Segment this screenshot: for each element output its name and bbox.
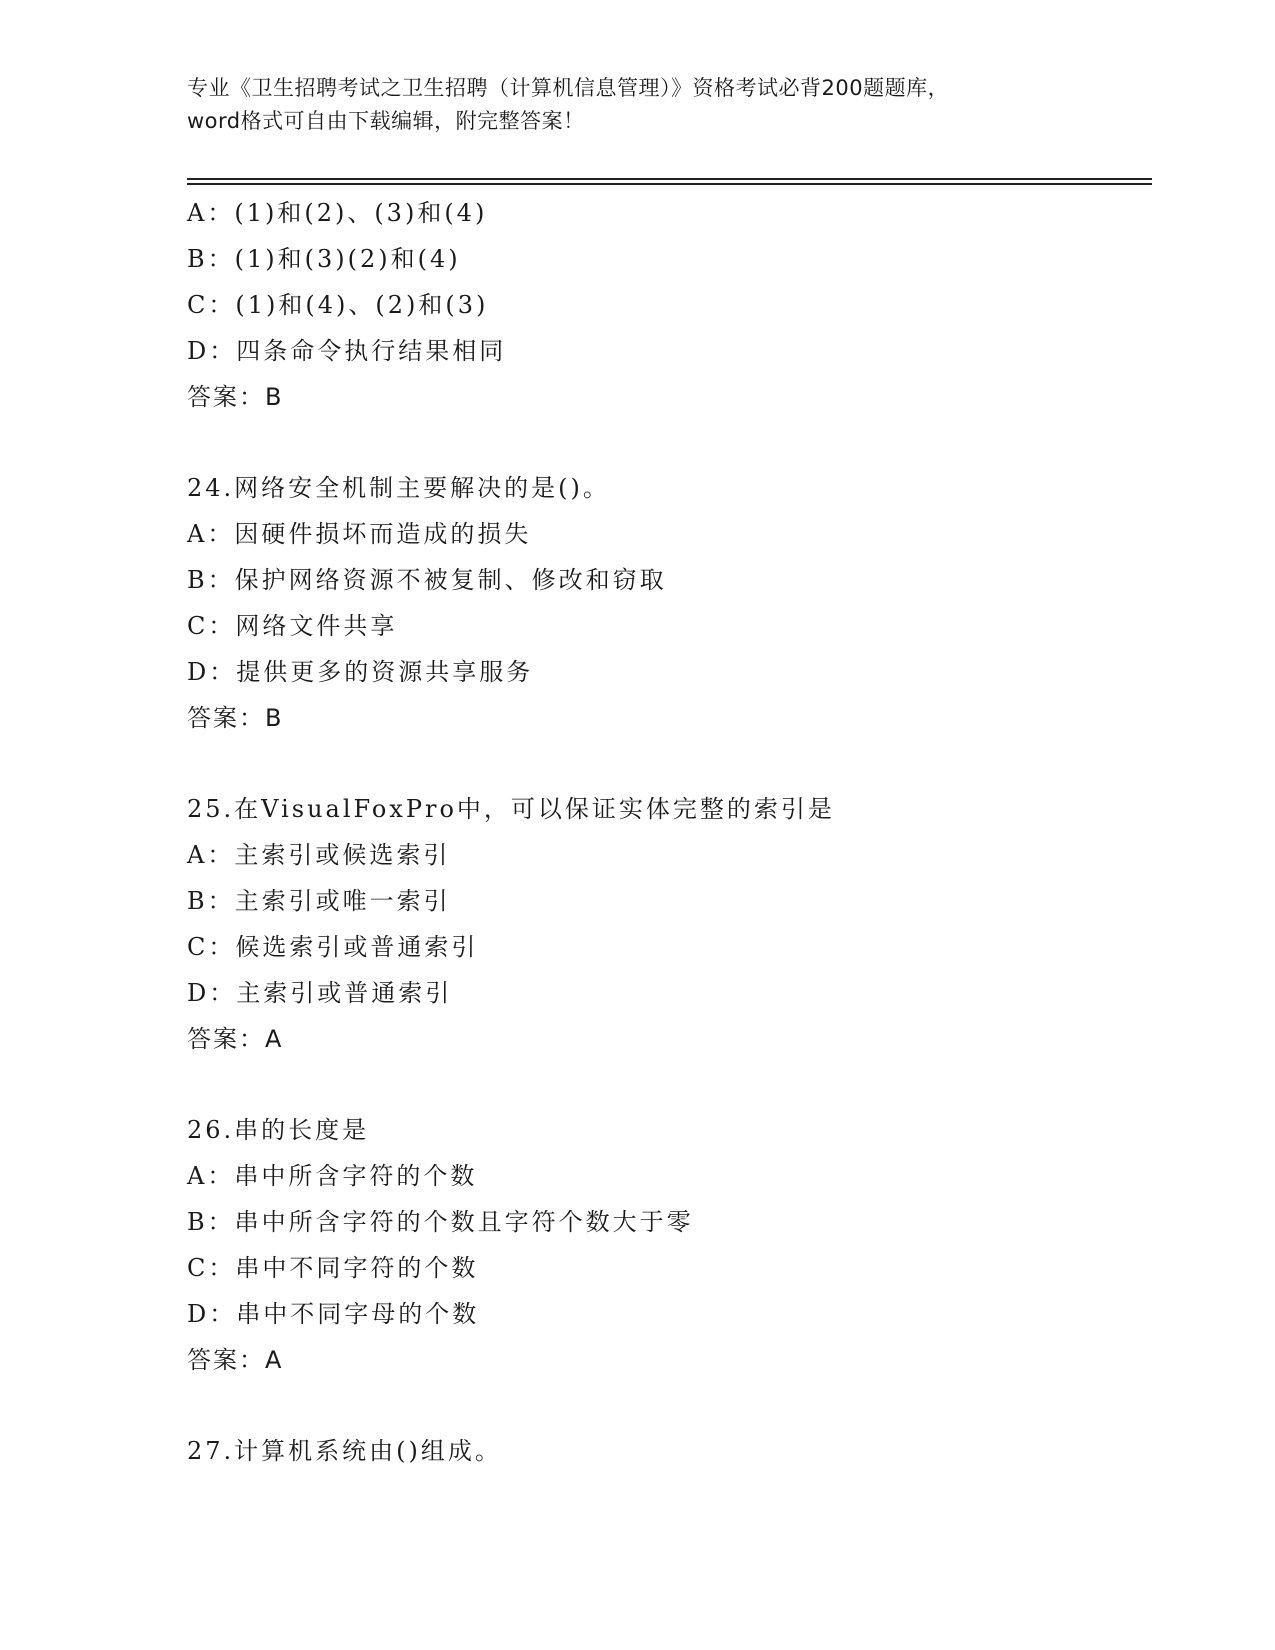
question-block-27: [187, 1428, 1152, 1474]
block-spacer: [187, 1383, 1152, 1428]
question-text: 26.串的长度是: [187, 1116, 370, 1144]
question-list: [187, 190, 1152, 1474]
question-text: 25.在VisualFoxPro中，可以保证实体完整的索引是: [187, 795, 835, 823]
option-c: C：(1)和(4)、(2)和(3): [187, 291, 489, 319]
document-header: [187, 72, 1087, 138]
option-a: A：因硬件损坏而造成的损失: [187, 520, 532, 548]
question-text: 24.网络安全机制主要解决的是()。: [187, 474, 610, 502]
option-d: D：四条命令执行结果相同: [187, 337, 507, 365]
question-text: 27.计算机系统由()组成。: [187, 1437, 502, 1465]
option-b: B：(1)和(3)(2)和(4): [187, 245, 461, 273]
option-d: D：提供更多的资源共享服务: [187, 658, 534, 686]
answer-line: 答案：B: [187, 704, 284, 732]
option-b: B：保护网络资源不被复制、修改和窃取: [187, 566, 667, 594]
answer-line: 答案：A: [187, 1346, 284, 1374]
answer-line: 答案：B: [187, 383, 284, 411]
option-c: C：网络文件共享: [187, 612, 398, 640]
option-b: B：串中所含字符的个数且字符个数大于零: [187, 1208, 694, 1236]
answer-line: 答案：A: [187, 1025, 284, 1053]
option-a: A：主索引或候选索引: [187, 841, 451, 869]
question-block-26: [187, 1107, 1152, 1383]
question-block-25: [187, 786, 1152, 1062]
option-c: C：候选索引或普通索引: [187, 933, 479, 961]
question-block-24: [187, 465, 1152, 741]
option-d: D：串中不同字母的个数: [187, 1300, 480, 1328]
option-a: A：串中所含字符的个数: [187, 1162, 478, 1190]
header-line-2: word格式可自由下载编辑，附完整答案！: [187, 109, 585, 133]
option-d: D：主索引或普通索引: [187, 979, 453, 1007]
header-divider-bottom: [187, 183, 1152, 185]
block-spacer: [187, 741, 1152, 786]
question-block-23: [187, 190, 1152, 420]
option-a: A：(1)和(2)、(3)和(4): [187, 199, 488, 227]
header-line-1: 专业《卫生招聘考试之卫生招聘（计算机信息管理）》资格考试必背200题题库，: [187, 76, 950, 100]
option-b: B：主索引或唯一索引: [187, 887, 451, 915]
block-spacer: [187, 1062, 1152, 1107]
option-c: C：串中不同字符的个数: [187, 1254, 479, 1282]
block-spacer: [187, 420, 1152, 465]
header-divider-top: [187, 178, 1152, 180]
